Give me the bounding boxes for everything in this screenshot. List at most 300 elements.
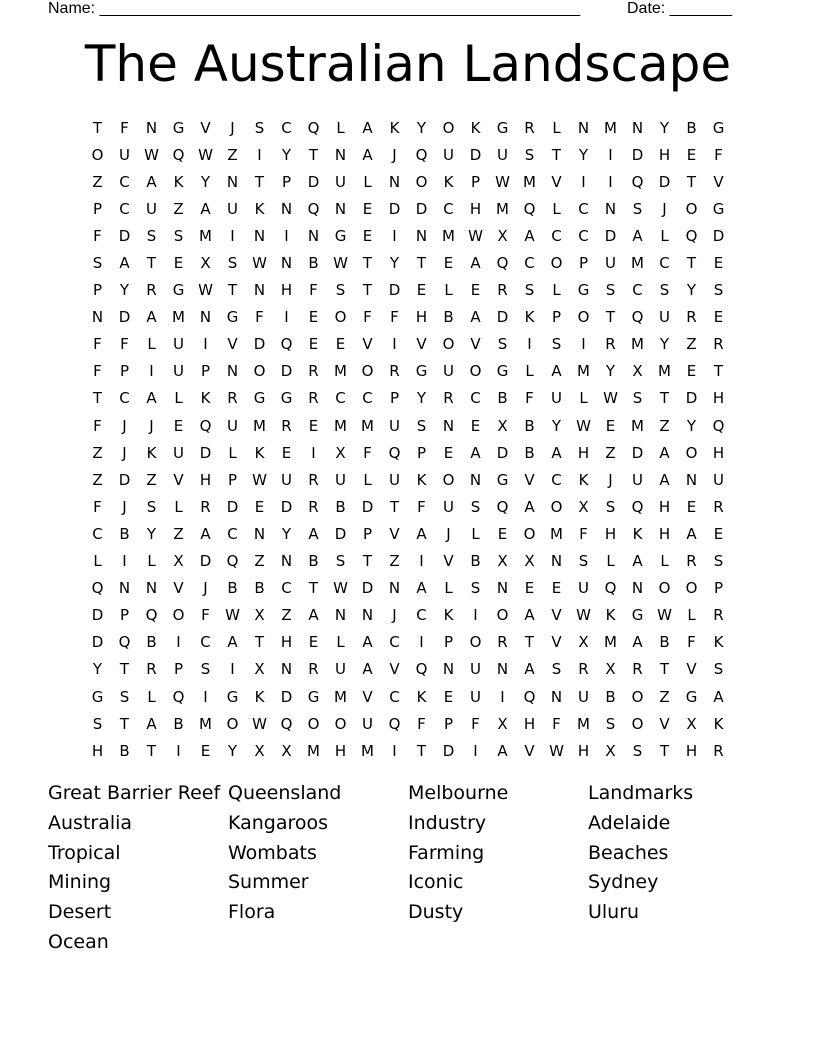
grid-letter: D (199, 552, 212, 571)
grid-letter: R (146, 281, 157, 300)
grid-letter: V (362, 687, 373, 706)
grid-letter: D (685, 389, 698, 408)
grid-letter: A (524, 660, 535, 679)
grid-letter: U (443, 145, 454, 164)
grid-letter: R (686, 552, 697, 571)
grid-letter: U (119, 145, 130, 164)
grid-row (84, 331, 732, 358)
grid-letter: D (361, 579, 374, 598)
grid-letter: U (146, 199, 157, 218)
grid-letter: L (363, 172, 372, 191)
grid-letter: E (686, 362, 697, 381)
grid-letter: A (551, 362, 562, 381)
grid-letter: P (173, 660, 184, 679)
grid-letter: O (631, 714, 644, 733)
grid-letter: G (91, 687, 104, 706)
grid-letter: A (308, 606, 319, 625)
grid-letter: I (230, 660, 235, 679)
grid-letter: E (443, 687, 454, 706)
grid-letter: R (308, 362, 319, 381)
grid-letter: Q (199, 416, 212, 435)
grid-letter: L (606, 552, 615, 571)
grid-letter: L (444, 281, 453, 300)
grid-letter: D (631, 443, 644, 462)
grid-letter: M (361, 416, 374, 435)
word-list-item: Sydney (588, 871, 659, 894)
grid-letter: X (200, 254, 211, 273)
word-list-item: Farming (408, 841, 485, 864)
grid-letter: X (173, 552, 184, 571)
grid-letter: D (118, 226, 131, 245)
grid-letter: O (334, 308, 347, 327)
grid-letter: I (581, 172, 586, 191)
word-list-item: Tropical (48, 841, 121, 864)
grid-letter: J (149, 416, 154, 435)
grid-letter: V (362, 335, 373, 354)
grid-letter: Y (281, 145, 292, 164)
grid-letter: E (416, 281, 427, 300)
grid-letter: D (442, 741, 455, 760)
grid-letter: I (203, 687, 208, 706)
grid-letter: K (254, 443, 265, 462)
grid-letter: S (551, 335, 562, 354)
grid-letter: A (362, 145, 373, 164)
grid-letter: O (442, 118, 455, 137)
grid-letter: R (713, 741, 724, 760)
grid-letter: I (257, 145, 262, 164)
grid-letter: N (280, 199, 293, 218)
grid-letter: T (605, 308, 616, 327)
grid-letter: L (336, 633, 345, 652)
grid-letter: U (713, 470, 724, 489)
grid-letter: O (658, 579, 671, 598)
grid-letter: A (713, 687, 724, 706)
grid-letter: M (577, 362, 590, 381)
grid-letter: F (687, 633, 696, 652)
grid-letter: R (605, 335, 616, 354)
grid-letter: Q (496, 254, 509, 273)
grid-letter: C (524, 254, 535, 273)
grid-letter: C (227, 524, 238, 543)
grid-letter: V (713, 172, 724, 191)
grid-letter: A (686, 524, 697, 543)
grid-letter: A (416, 579, 427, 598)
grid-letter: Z (92, 172, 103, 191)
grid-letter: C (659, 254, 670, 273)
grid-letter: D (280, 497, 293, 516)
grid-letter: D (226, 497, 239, 516)
grid-letter: R (146, 660, 157, 679)
grid-letter: M (631, 335, 644, 354)
grid-letter: L (525, 362, 534, 381)
grid-letter: B (524, 416, 535, 435)
grid-letter: Z (146, 470, 157, 489)
grid-letter: G (685, 687, 698, 706)
grid-letter: K (389, 118, 400, 137)
grid-letter: U (443, 497, 454, 516)
grid-letter: Q (685, 226, 698, 245)
grid-letter: U (551, 389, 562, 408)
grid-letter: L (660, 226, 669, 245)
grid-letter: R (686, 308, 697, 327)
grid-letter: O (631, 687, 644, 706)
grid-letter: V (173, 579, 184, 598)
grid-letter: M (361, 741, 374, 760)
grid-letter: B (524, 443, 535, 462)
grid-letter: Q (523, 687, 536, 706)
grid-letter: O (91, 145, 104, 164)
grid-letter: M (253, 416, 266, 435)
grid-letter: P (92, 281, 103, 300)
grid-letter: L (147, 687, 156, 706)
grid-letter: S (578, 552, 589, 571)
grid-letter: A (362, 633, 373, 652)
grid-letter: S (605, 497, 616, 516)
grid-letter: O (685, 199, 698, 218)
grid-letter: E (281, 443, 292, 462)
grid-letter: E (308, 308, 319, 327)
grid-letter: H (91, 741, 104, 760)
grid-letter: D (388, 281, 401, 300)
grid-letter: E (497, 524, 508, 543)
grid-letter: U (578, 687, 589, 706)
grid-letter: S (713, 660, 724, 679)
grid-letter: B (254, 579, 265, 598)
grid-letter: O (523, 524, 536, 543)
grid-letter: F (93, 416, 102, 435)
grid-letter: V (686, 660, 697, 679)
grid-letter: H (685, 741, 698, 760)
word-list-item: Adelaide (588, 811, 671, 834)
grid-letter: W (495, 172, 510, 191)
grid-letter: U (227, 416, 238, 435)
grid-row (84, 602, 732, 629)
grid-letter: A (632, 633, 643, 652)
grid-letter: X (578, 633, 589, 652)
grid-row (84, 114, 732, 141)
grid-letter: F (255, 308, 264, 327)
word-list (48, 779, 768, 958)
grid-letter: I (284, 226, 289, 245)
grid-letter: G (280, 389, 293, 408)
grid-letter: K (470, 118, 481, 137)
grid-letter: T (524, 633, 535, 652)
grid-letter: R (632, 660, 643, 679)
grid-letter: L (147, 335, 156, 354)
grid-letter: A (362, 118, 373, 137)
grid-letter: X (497, 714, 508, 733)
grid-letter: Q (523, 199, 536, 218)
word-list-item: Ocean (48, 930, 109, 953)
grid-letter: A (524, 497, 535, 516)
grid-letter: G (496, 470, 509, 489)
grid-letter: S (524, 281, 535, 300)
grid-letter: R (227, 389, 238, 408)
grid-letter: P (551, 308, 562, 327)
grid-letter: V (551, 172, 562, 191)
grid-letter: F (201, 606, 210, 625)
grid-letter: T (416, 254, 427, 273)
grid-letter: J (122, 416, 127, 435)
grid-letter: X (497, 226, 508, 245)
grid-letter: R (713, 606, 724, 625)
grid-letter: Y (227, 741, 238, 760)
grid-letter: F (390, 308, 399, 327)
grid-letter: S (713, 281, 724, 300)
grid-letter: S (632, 389, 643, 408)
grid-letter: F (417, 497, 426, 516)
grid-letter: E (470, 416, 481, 435)
grid-letter: T (119, 660, 130, 679)
grid-letter: O (334, 714, 347, 733)
page-title: The Australian Landscape (84, 35, 732, 93)
grid-letter: O (226, 714, 239, 733)
grid-letter: L (174, 497, 183, 516)
grid-letter: U (335, 660, 346, 679)
grid-letter: N (550, 687, 563, 706)
grid-letter: C (578, 226, 589, 245)
grid-letter: T (308, 579, 319, 598)
grid-letter: X (605, 741, 616, 760)
grid-letter: N (361, 606, 374, 625)
grid-letter: S (173, 226, 184, 245)
grid-letter: N (118, 579, 131, 598)
grid-letter: S (227, 254, 238, 273)
grid-letter: K (632, 524, 643, 543)
grid-letter: B (686, 118, 697, 137)
grid-row (84, 520, 732, 547)
grid-letter: A (200, 524, 211, 543)
grid-letter: X (281, 741, 292, 760)
grid-letter: U (470, 687, 481, 706)
grid-letter: M (523, 172, 536, 191)
grid-letter: P (578, 254, 589, 273)
grid-letter: L (660, 552, 669, 571)
grid-letter: Z (227, 145, 238, 164)
word-list-item: Landmarks (588, 782, 694, 804)
grid-letter: N (226, 362, 239, 381)
grid-letter: P (119, 362, 130, 381)
grid-letter: N (145, 118, 158, 137)
grid-letter: P (281, 172, 292, 191)
grid-letter: H (469, 199, 482, 218)
grid-letter: E (335, 335, 346, 354)
grid-letter: V (443, 552, 454, 571)
grid-letter: Q (415, 145, 428, 164)
grid-letter: Z (254, 552, 265, 571)
word-list-item: Queensland (228, 782, 342, 804)
grid-letter: H (658, 497, 671, 516)
grid-letter: M (307, 741, 320, 760)
grid-letter: C (578, 199, 589, 218)
grid-letter: K (416, 470, 427, 489)
grid-letter: W (225, 606, 240, 625)
grid-letter: I (473, 606, 478, 625)
grid-letter: C (281, 118, 292, 137)
grid-letter: N (442, 416, 455, 435)
grid-letter: H (280, 281, 293, 300)
name-field-line: Name: ______________________________________________________ (48, 0, 581, 17)
grid-letter: R (389, 362, 400, 381)
grid-letter: N (469, 470, 482, 489)
grid-row (84, 575, 732, 602)
grid-letter: I (392, 741, 397, 760)
grid-letter: Y (146, 524, 157, 543)
grid-row (84, 548, 732, 575)
word-list-item: Great Barrier Reef (48, 782, 221, 804)
grid-letter: Q (604, 579, 617, 598)
grid-letter: E (173, 416, 184, 435)
grid-letter: A (632, 226, 643, 245)
grid-letter: Z (659, 416, 670, 435)
grid-letter: R (308, 389, 319, 408)
grid-letter: K (416, 687, 427, 706)
grid-letter: T (146, 741, 157, 760)
grid-letter: Y (200, 172, 211, 191)
grid-letter: Q (631, 497, 644, 516)
grid-letter: U (173, 362, 184, 381)
grid-letter: A (416, 524, 427, 543)
grid-letter: I (581, 335, 586, 354)
grid-letter: S (254, 118, 265, 137)
grid-letter: X (497, 416, 508, 435)
grid-letter: A (497, 741, 508, 760)
grid-letter: V (227, 335, 238, 354)
grid-letter: C (119, 172, 130, 191)
grid-letter: R (308, 497, 319, 516)
grid-letter: R (497, 633, 508, 652)
grid-letter: N (577, 118, 590, 137)
grid-letter: H (280, 633, 293, 652)
grid-letter: H (658, 145, 671, 164)
grid-letter: G (496, 118, 509, 137)
grid-letter: A (470, 254, 481, 273)
grid-letter: Y (119, 281, 130, 300)
grid-letter: F (552, 714, 561, 733)
grid-letter: S (659, 281, 670, 300)
grid-letter: L (471, 524, 480, 543)
grid-letter: I (392, 335, 397, 354)
grid-letter: H (712, 389, 725, 408)
grid-row (84, 439, 732, 466)
grid-letter: W (576, 416, 591, 435)
grid-letter: S (416, 416, 427, 435)
word-list-item: Australia (48, 811, 133, 834)
grid-letter: A (227, 633, 238, 652)
grid-letter: S (605, 714, 616, 733)
grid-letter: C (551, 226, 562, 245)
grid-letter: Q (118, 633, 131, 652)
grid-letter: B (146, 633, 157, 652)
grid-letter: O (307, 714, 320, 733)
grid-letter: G (712, 199, 725, 218)
grid-letter: J (122, 497, 127, 516)
grid-letter: D (712, 226, 725, 245)
grid-letter: B (308, 552, 319, 571)
grid-letter: P (389, 389, 400, 408)
grid-letter: I (392, 226, 397, 245)
grid-letter: N (685, 470, 698, 489)
grid-letter: E (254, 497, 265, 516)
grid-letter: B (443, 308, 454, 327)
grid-letter: G (496, 362, 509, 381)
grid-letter: O (253, 362, 266, 381)
grid-letter: K (578, 470, 589, 489)
word-list-item: Dusty (408, 901, 464, 924)
grid-letter: R (497, 281, 508, 300)
grid-letter: H (334, 741, 347, 760)
grid-letter: Q (388, 714, 401, 733)
grid-letter: V (551, 606, 562, 625)
grid-letter: M (604, 633, 617, 652)
grid-letter: B (659, 633, 670, 652)
grid-letter: E (362, 226, 373, 245)
grid-letter: V (659, 714, 670, 733)
grid-letter: J (446, 524, 451, 543)
grid-letter: N (334, 606, 347, 625)
grid-letter: I (473, 741, 478, 760)
grid-letter: D (91, 606, 104, 625)
word-list-item: Mining (48, 871, 112, 894)
grid-letter: J (392, 606, 397, 625)
grid-letter: V (470, 335, 481, 354)
grid-letter: T (92, 389, 103, 408)
grid-letter: Z (659, 687, 670, 706)
grid-letter: X (254, 660, 265, 679)
grid-letter: Z (92, 470, 103, 489)
grid-letter: V (416, 335, 427, 354)
grid-letter: N (253, 226, 266, 245)
grid-letter: V (551, 633, 562, 652)
grid-letter: Q (631, 308, 644, 327)
grid-letter: U (362, 714, 373, 733)
grid-letter: W (252, 254, 267, 273)
grid-letter: M (496, 199, 509, 218)
grid-letter: D (496, 308, 509, 327)
grid-letter: D (334, 524, 347, 543)
grid-letter: S (200, 660, 211, 679)
grid-letter: U (659, 308, 670, 327)
grid-letter: K (713, 714, 724, 733)
grid-letter: V (200, 118, 211, 137)
grid-letter: P (119, 606, 130, 625)
grid-letter: E (686, 497, 697, 516)
grid-letter: Z (389, 552, 400, 571)
grid-letter: T (254, 633, 265, 652)
grid-letter: X (578, 497, 589, 516)
grid-row (84, 683, 732, 710)
grid-letter: R (308, 470, 319, 489)
grid-letter: X (497, 552, 508, 571)
grid-letter: M (199, 226, 212, 245)
grid-letter: N (496, 660, 509, 679)
grid-letter: W (198, 281, 213, 300)
grid-letter: A (470, 443, 481, 462)
grid-letter: F (579, 524, 588, 543)
grid-letter: N (307, 226, 320, 245)
grid-letter: Q (226, 552, 239, 571)
grid-letter: D (91, 633, 104, 652)
word-search-grid (84, 114, 732, 764)
grid-letter: F (120, 335, 129, 354)
grid-letter: X (605, 660, 616, 679)
grid-letter: E (605, 416, 616, 435)
grid-letter: A (146, 389, 157, 408)
grid-letter: W (603, 389, 618, 408)
grid-letter: F (120, 118, 129, 137)
grid-letter: B (227, 579, 238, 598)
grid-letter: O (469, 362, 482, 381)
